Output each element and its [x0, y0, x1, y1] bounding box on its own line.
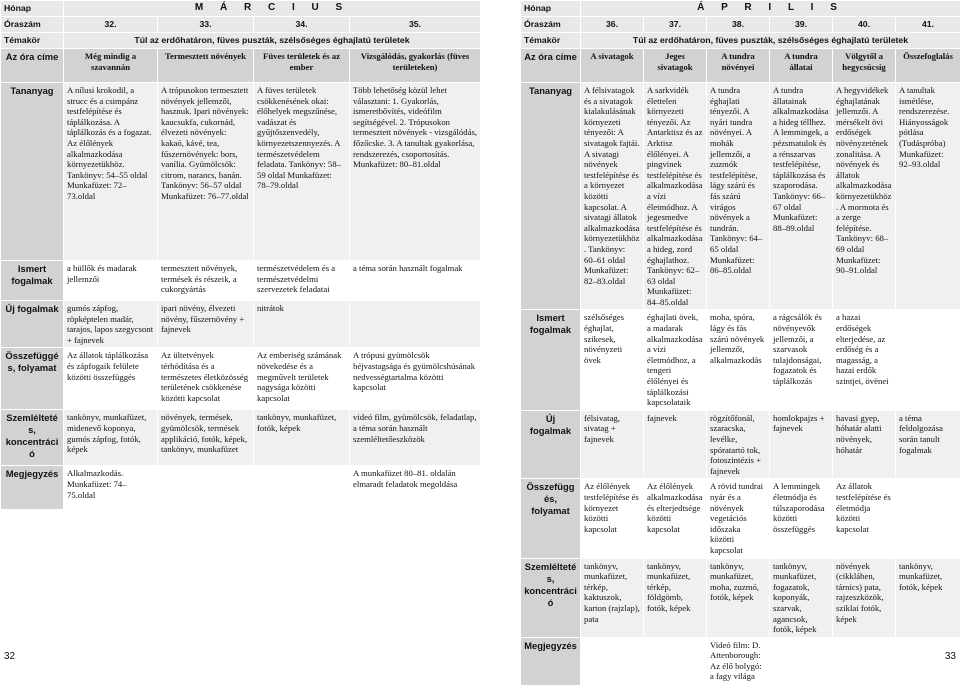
lesson-title: Vizsgálódás, gyakorlás (füves területeken) — [350, 49, 481, 83]
new-concepts-cell: ipari növény, élvezeti növény, fűszernövény + fajnevek — [158, 301, 254, 348]
notes-cell — [833, 637, 896, 685]
lesson-title: Füves területek és az ember — [254, 49, 350, 83]
new-concepts-cell: a téma feldolgozása során tanult fogalmak — [896, 410, 960, 479]
new-concepts-cell: homlokpajzs + fajnevek — [770, 410, 833, 479]
hour-number: 39. — [770, 17, 833, 33]
hour-number: 34. — [254, 17, 350, 33]
illustration-cell: tankönyv, munkafüzet, fogazatok, koponyák, szarvak, agancsok, fotók, képek — [770, 558, 833, 637]
lesson-title: Összefoglalás — [896, 49, 960, 83]
curriculum-cell: A hegyvidékek éghajlatának jellemzői. A mérsékelt övi erdőségek növényzetének zonalitása. A növények és állatok alkalmazkodása környezetükhöz. A mormota és a zerge felépítése. Tankönyv: 68–69 oldal Munkafüzet: 90–91.oldal — [833, 83, 896, 310]
hours-label: Óraszám — [521, 17, 581, 33]
hours-label: Óraszám — [1, 17, 64, 33]
illustration-cell: videó film, gyümölcsök, feladatlap, a téma során használt szemléltetőeszközök — [350, 410, 481, 466]
known-concepts-cell: a hazai erdőségek elterjedése, az erdőség és a magasság, a hazai erdők szintjei, övënei — [833, 310, 896, 410]
known-concepts-cell: termesztett növények, termések és részeik, a cukorgyártás — [158, 261, 254, 301]
topic-label: Témakör — [1, 33, 64, 49]
notes-cell: Alkalmazkodás. Munkafüzet: 74–75.oldal — [64, 466, 158, 510]
row-label-title: Az óra címe — [1, 49, 64, 83]
curriculum-cell: A tundra állatainak alkalmazkodása a hideg téllhez. A lemmingek, a pézsmatulok és a rénszarvas testfelépítése, táplálkozása és szaporodása. Tankönyv: 66–67 oldal Munkafüzet: 88–89.oldal — [770, 83, 833, 310]
curriculum-cell: A trópusokon termesztett növények jellemzői, hasznuk. Ipari növények: kaucsukfa, cukornád, élvezeti növények: kakaó, kávé, tea, fűszernövények: bors, vanília. Gyümölcsök: citrom, narancs, banán. Tankönyv: 56–57 oldal Munkafüzet: 76–77.oldal — [158, 83, 254, 261]
hour-number: 36. — [581, 17, 644, 33]
row-label-curriculum: Tananyag — [1, 83, 64, 261]
illustration-cell: tankönyv, munkafüzet, fotók, képek — [896, 558, 960, 637]
curriculum-cell: A füves területek csökkenésének okai: élőhelyek megszűnése, vadászat és gyűjtőszenvedély, környezetszennyezés. A természetvédelem feladata. Tankönyv: 58–59 oldal Munkafüzet: 78–79.oldal — [254, 83, 350, 261]
notes-cell: A munkafüzet 80–81. oldalán elmaradt feladatok megoldása — [350, 466, 481, 510]
new-concepts-cell: rögzítőfonál, szaracska, levélke, spóratartó tok, fotoszintézis + fajnevek — [707, 410, 770, 479]
illustration-cell: tankönyv, munkafüzet, térkép, kaktuszok, karton (rajzlap), pata — [581, 558, 644, 637]
topic-title: Túl az erdőhatáron, füves puszták, szélsőséges éghajlatú területek — [581, 33, 960, 49]
hour-number: 40. — [833, 17, 896, 33]
new-concepts-cell: nitrátok — [254, 301, 350, 348]
curriculum-cell: Több lehetőség közül lehet választani: 1. Gyakorlás, ismeretbővítés, videófilm segítségével. 2. Trópusokon termesztett növények - vizsgálódás, főzőcske. 3. A tanultak gyakorlása, rendszerezés, csoportosítás. Munkafüzet: 80–81.oldal — [350, 83, 481, 261]
illustration-cell: tankönyv, munkafüzet, fotók, képek — [254, 410, 350, 466]
relations-cell: Az élőlények testfelépítése és környezet közötti kapcsolat — [581, 479, 644, 558]
known-concepts-cell: a hüllők és madarak jellemzői — [64, 261, 158, 301]
notes-cell — [644, 637, 707, 685]
new-concepts-cell: félsivatag, sivatag + fajnevek — [581, 410, 644, 479]
curriculum-cell: A tanultak ismétlése, rendszerezése. Hiányosságok pótlása (Tudáspróba) Munkafüzet: 92–93.oldal — [896, 83, 960, 310]
new-concepts-cell: gumós zápfog, röpképtelen madár, tarajos, lapos szegycsont + fajnevek — [64, 301, 158, 348]
lesson-title: A tundra állatai — [770, 49, 833, 83]
topic-label: Témakör — [521, 33, 581, 49]
row-label-relations: Összefüggés, folyamat — [1, 348, 64, 410]
row-label-new-concepts: Új fogalmak — [1, 301, 64, 348]
curriculum-cell: A nílusi krokodil, a strucc és a csimpánz testfelépítése és táplálkozása. A táplálkozás és a fogazat. Az élőlények alkalmazkodása környezetükhöz. Tankönyv: 54–55 oldal Munkafüzet: 72–73.oldal — [64, 83, 158, 261]
known-concepts-cell — [896, 310, 960, 410]
lesson-title: Még mindig a szavannán — [64, 49, 158, 83]
notes-cell — [254, 466, 350, 510]
page-number: 33 — [945, 651, 956, 662]
relations-cell: Az állatok táplálkozása és zápfogaik felülete közötti összefüggés — [64, 348, 158, 410]
curriculum-cell: A félsivatagok és a sivatagok kialakulásának környezeti tényezői: A sivatagok fajtái. A sivatagi növények testfelépítése és a környezet közötti kapcsolat. A sivatagi állatok alkalmazkodása környezetükhöz. Tankönyv: 60–61 oldal Munkafüzet: 82–83.oldal — [581, 83, 644, 310]
known-concepts-cell: éghajlati övek, a madarak alkalmazkodása a vízi életmódhoz, a tengeri élőlényei és táplálkozási kapcsolataik — [644, 310, 707, 410]
row-label-illustration: Szemléltetés, koncentráció — [1, 410, 64, 466]
new-concepts-cell: fajnevek — [644, 410, 707, 479]
topic-title: Túl az erdőhatáron, füves puszták, szélsőséges éghajlatú területek — [64, 33, 481, 49]
hour-number: 41. — [896, 17, 960, 33]
illustration-cell: növények, termések, gyümölcsök, termések applikáció, fotók, képek, tankönyv, munkafüzet — [158, 410, 254, 466]
known-concepts-cell: moha, spóra, lágy és fás szárú növények jellemzői, alkalmazkodás — [707, 310, 770, 410]
row-label-illustration: Szemléltetés, koncentráció — [521, 558, 581, 637]
hour-number: 37. — [644, 17, 707, 33]
relations-cell: Az ültetvények térhódítása és a természetes életközösség területének csökkenése közötti kapcsolat — [158, 348, 254, 410]
relations-cell: Az állatok testfelépítése és életmódja közötti kapcsolat — [833, 479, 896, 558]
row-label-title: Az óra címe — [521, 49, 581, 83]
known-concepts-cell: a rágcsálók és növényevők jellemzői, a szarvasok tulajdonságai, fogazatok és táplálkozás — [770, 310, 833, 410]
notes-cell — [158, 466, 254, 510]
relations-cell: Az emberiség számának növekedése és a megművelt területek nagysága közötti kapcsolat — [254, 348, 350, 410]
hour-number: 32. — [64, 17, 158, 33]
relations-cell: Az élőlények alkalmazkodása és elterjedtsége közötti kapcsolat — [644, 479, 707, 558]
hour-number: 35. — [350, 17, 481, 33]
new-concepts-cell: havasi gyep, hóhatár alatti növények, hóhatár — [833, 410, 896, 479]
relations-cell: A trópusi gyümölcsök héjvastagsága és gyümölcshúsának nedvességtartalma közötti kapcsolat — [350, 348, 481, 410]
lesson-title: A sivatagok — [581, 49, 644, 83]
row-label-curriculum: Tananyag — [521, 83, 581, 310]
month-name: M Á R C I U S — [64, 1, 481, 17]
illustration-cell: tankönyv, munkafüzet, moha, zuzmó, fotók, képek — [707, 558, 770, 637]
lesson-title: Völgytől a hegycsúcsig — [833, 49, 896, 83]
notes-cell — [770, 637, 833, 685]
row-label-relations: Összefüggés, folyamat — [521, 479, 581, 558]
row-label-known-concepts: Ismert fogalmak — [521, 310, 581, 410]
notes-cell: Videó film: D. Attenborough: Az élő bolygó: a fagy világa — [707, 637, 770, 685]
illustration-cell: növények (cikkláben, tárnics) pata, rajzeszközök, sziklai fotók, képek — [833, 558, 896, 637]
hour-number: 33. — [158, 17, 254, 33]
row-label-notes: Megjegyzés — [1, 466, 64, 510]
lesson-title: Termesztett növények — [158, 49, 254, 83]
hour-number: 38. — [707, 17, 770, 33]
relations-cell: A lemmingek életmódja és túlszaporodása közötti összefüggés — [770, 479, 833, 558]
lesson-plan-table-april — [520, 0, 960, 686]
right-page — [520, 0, 960, 668]
month-name: Á P R I L I S — [581, 1, 960, 17]
known-concepts-cell: természetvédelem és a természetvédelmi szervezetek feladatai — [254, 261, 350, 301]
curriculum-cell: A sarkvidék élettelen környezeti tényezői. Az Antarktisz és az Arktisz élőlényei. A pingvinek testfelépítése és alkalmazkodása a vízi életmódhoz. A jegesmedve testfelépítése és alkalmazkodása a hideg, zord éghajlathoz. Tankönyv: 62–63 oldal Munkafüzet: 84–85.oldal — [644, 83, 707, 310]
left-page — [0, 0, 480, 668]
page-number: 32 — [4, 651, 15, 662]
relations-cell — [896, 479, 960, 558]
illustration-cell: tankönyv, munkafüzet, midenevő koponya, gumós zápfog, fotók, képek — [64, 410, 158, 466]
relations-cell: A rövid tundrai nyár és a növények vegetációs időszaka közötti kapcsolat — [707, 479, 770, 558]
notes-cell — [581, 637, 644, 685]
known-concepts-cell: szélsőséges éghajlat, szikesek, növényzeti övek — [581, 310, 644, 410]
lesson-title: Jeges sivatagok — [644, 49, 707, 83]
illustration-cell: tankönyv, munkafüzet, térkép, földgömb, fotók, képek — [644, 558, 707, 637]
month-label: Hónap — [521, 1, 581, 17]
row-label-notes: Megjegyzés — [521, 637, 581, 685]
known-concepts-cell: a téma során használt fogalmak — [350, 261, 481, 301]
new-concepts-cell — [350, 301, 481, 348]
month-label: Hónap — [1, 1, 64, 17]
row-label-known-concepts: Ismert fogalmak — [1, 261, 64, 301]
lesson-plan-table-march — [0, 0, 481, 510]
row-label-new-concepts: Új fogalmak — [521, 410, 581, 479]
curriculum-cell: A tundra éghajlati tényezői. A nyári tundra növényei. A mohák jellemzői, a zuzmók testfelépítése, lágy szárú és fás szárú virágos növények a tundrán. Tankönyv: 64–65 oldal Munkafüzet: 86–85.oldal — [707, 83, 770, 310]
lesson-title: A tundra növényei — [707, 49, 770, 83]
